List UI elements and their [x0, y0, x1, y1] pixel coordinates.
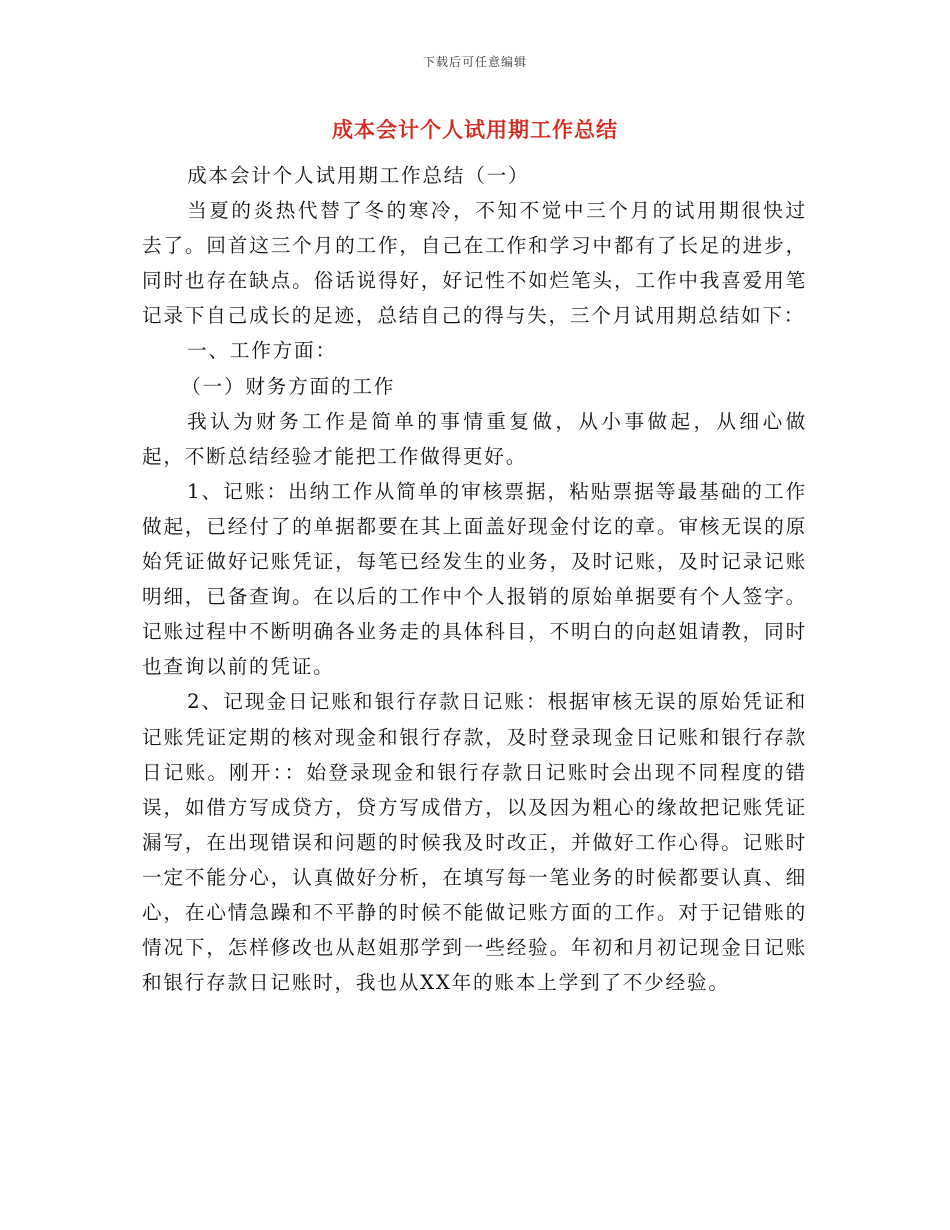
- heading-finance-work: （一）财务方面的工作: [181, 374, 396, 398]
- document-body: [142, 158, 807, 1000]
- document-title: 成本会计个人试用期工作总结: [332, 117, 618, 142]
- paragraph-bookkeeping: 1、记账：出纳工作从简单的审核票据，粘贴票据等最基础的工作做起，已经付了的单据都要在其上面盖好现金付讫的章。审核无误的原始凭证做好记账凭证，每笔已经发生的业务，及时记账，及时记录记账明细，已备查询。在以后的工作中个人报销的原始单据要有个人签字。记账过程中不断明确各业务走的具体科目，不明白的向赵姐请教，同时也查询以前的凭证。: [142, 479, 807, 679]
- paragraph-journals: 2、记现金日记账和银行存款日记账：根据审核无误的原始凭证和记账凭证定期的核对现金和银行存款，及时登录现金日记账和银行存款日记账。刚开：：始登录现金和银行存款日记账时会出现不同程度的错误，如借方写成贷方，贷方写成借方，以及因为粗心的缘故把记账凭证漏写，在出现错误和问题的时候我及时改正，并做好工作心得。记账时一定不能分心，认真做好分析，在填写每一笔业务的时候都要认真、细心，在心情急躁和不平静的时候不能做记账方面的工作。对于记错账的情况下，怎样修改也从赵姐那学到一些经验。年初和月初记现金日记账和银行存款日记账时，我也从XX年的账本上学到了不少经验。: [142, 690, 807, 995]
- heading-work-aspects: 一、工作方面：: [187, 339, 337, 363]
- header-note: 下载后可任意编辑: [422, 55, 527, 69]
- section-subtitle: 成本会计个人试用期工作总结（一）: [187, 164, 530, 187]
- paragraph-finance-view: 我认为财务工作是简单的事情重复做，从小事做起，从细心做起，不断总结经验才能把工作做得更好。: [142, 409, 807, 468]
- paragraph-intro: 当夏的炎热代替了冬的寒冷，不知不觉中三个月的试用期很快过去了。回首这三个月的工作，自己在工作和学习中都有了长足的进步，同时也存在缺点。俗话说得好，好记性不如烂笔头，工作中我喜爱用笔记录下自己成长的足迹，总结自己的得与失，三个月试用期总结如下：: [142, 199, 807, 328]
